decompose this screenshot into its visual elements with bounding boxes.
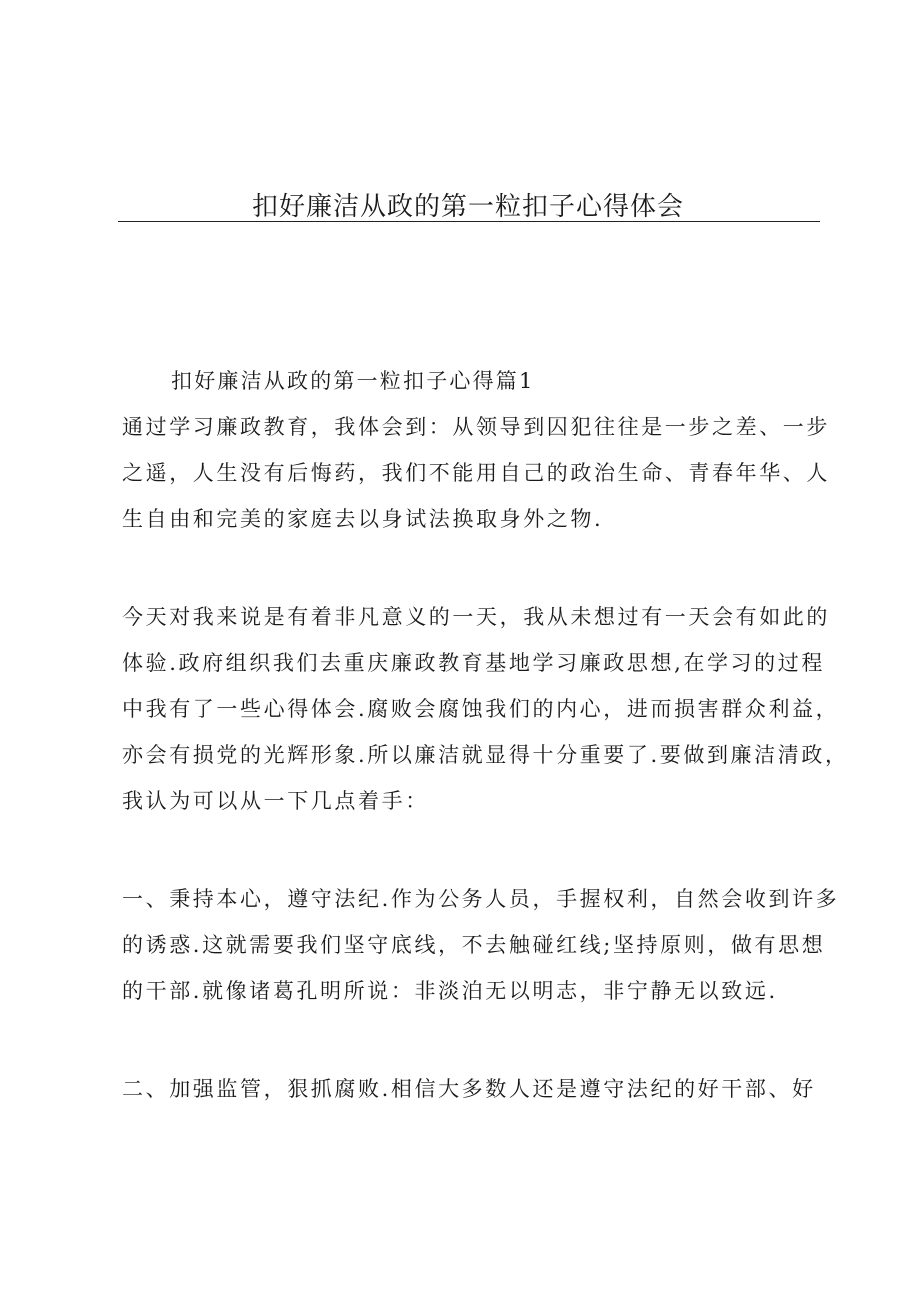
paragraph-line: 一、秉持本心，遵守法纪.作为公务人员，手握权利，自然会收到许多: [122, 887, 840, 911]
paragraph-line: 今天对我来说是有着非凡意义的一天，我从未想过有一天会有如此的: [122, 605, 830, 629]
paragraph-line: 我认为可以从一下几点着手：: [122, 789, 429, 813]
paragraph-3: [122, 876, 840, 1014]
paragraph-line: 亦会有损党的光辉形象.所以廉洁就显得十分重要了.要做到廉洁清政，: [122, 743, 849, 767]
paragraph-line: 生自由和完美的家庭去以身试法换取身外之物.: [122, 507, 604, 531]
paragraph-2: [122, 594, 849, 824]
section-subtitle: 扣好廉洁从政的第一粒扣子心得篇1: [171, 369, 535, 393]
paragraph-line: 通过学习廉政教育，我体会到：从领导到囚犯往往是一步之差、一步: [122, 415, 830, 439]
paragraph-line: 之遥，人生没有后悔药，我们不能用自己的政治生命、青春年华、人: [122, 461, 830, 485]
paragraph-line: 中我有了一些心得体会.腐败会腐蚀我们的内心，进而损害群众利益，: [122, 697, 840, 721]
paragraph-line: 的诱惑.这就需要我们坚守底线，不去触碰红线;坚持原则，做有思想: [122, 933, 826, 957]
paragraph-1: [122, 404, 830, 542]
title-underline: [118, 221, 820, 222]
paragraph-line: 体验.政府组织我们去重庆廉政教育基地学习廉政思想,在学习的过程: [122, 651, 825, 675]
paragraph-line: 的干部.就像诸葛孔明所说：非淡泊无以明志，非宁静无以致远.: [122, 979, 778, 1003]
paragraph-line: 二、加强监管，狠抓腐败.相信大多数人还是遵守法纪的好干部、好: [122, 1077, 816, 1101]
document-title: 扣好廉洁从政的第一粒扣子心得体会: [251, 192, 684, 222]
paragraph-4: [122, 1066, 822, 1112]
